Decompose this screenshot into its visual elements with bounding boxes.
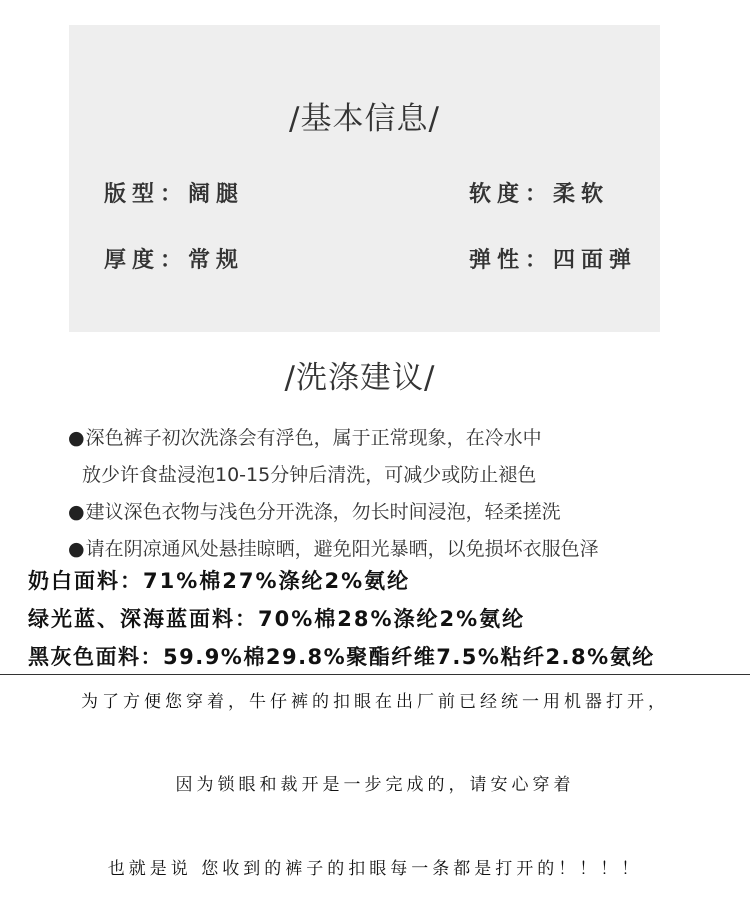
spec-elasticity xyxy=(469,243,637,274)
section-divider xyxy=(0,674,750,675)
spec-elasticity-label: 弹性： xyxy=(469,248,554,273)
spec-fit xyxy=(104,177,244,208)
bullet-icon: ● xyxy=(68,538,85,560)
washing-tip xyxy=(68,534,599,561)
buttonhole-notice-line: 因为锁眼和裁开是一步完成的，请安心穿着 xyxy=(175,775,575,795)
spec-elasticity-value: 四面弹 xyxy=(553,248,638,273)
spec-fit-label: 版型： xyxy=(104,182,189,207)
washing-tip xyxy=(68,497,561,524)
washing-tip-text: 放少许食盐浸泡10-15分钟后清洗，可减少或防止褪色 xyxy=(82,464,537,486)
bullet-icon: ● xyxy=(68,501,85,523)
spec-softness-label: 软度： xyxy=(469,182,554,207)
buttonhole-notice-line: 也就是说 您收到的裤子的扣眼每一条都是打开的！！！！ xyxy=(107,859,643,879)
bullet-icon: ● xyxy=(68,427,85,449)
basic-info-panel xyxy=(69,25,660,332)
spec-thickness-label: 厚度： xyxy=(104,248,189,273)
spec-softness-value: 柔软 xyxy=(553,182,610,207)
spec-thickness-value: 常规 xyxy=(188,248,245,273)
fabric-composition-blue: 绿光蓝、深海蓝面料：70%棉28%涤纶2%氨纶 xyxy=(28,607,526,631)
spec-fit-value: 阔腿 xyxy=(188,182,245,207)
basic-info-title: /基本信息/ xyxy=(289,101,440,137)
spec-softness xyxy=(469,177,609,208)
fabric-composition-black-grey: 黑灰色面料：59.9%棉29.8%聚酯纤维7.5%粘纤2.8%氨纶 xyxy=(28,645,655,669)
washing-tip-text: 深色裤子初次洗涤会有浮色，属于正常现象，在冷水中 xyxy=(85,427,542,449)
spec-thickness xyxy=(104,243,244,274)
buttonhole-notice-line: 为了方便您穿着，牛仔裤的扣眼在出厂前已经统一用机器打开， xyxy=(81,692,669,712)
washing-tip-text: 建议深色衣物与浅色分开洗涤，勿长时间浸泡，轻柔搓洗 xyxy=(85,501,561,523)
washing-title: /洗涤建议/ xyxy=(284,360,436,396)
washing-tip-continuation xyxy=(82,460,536,487)
fabric-composition-cream: 奶白面料：71%棉27%涤纶2%氨纶 xyxy=(28,569,411,593)
washing-tip xyxy=(68,423,542,450)
washing-tip-text: 请在阴凉通风处悬挂晾晒，避免阳光暴晒，以免损坏衣服色泽 xyxy=(85,538,599,560)
